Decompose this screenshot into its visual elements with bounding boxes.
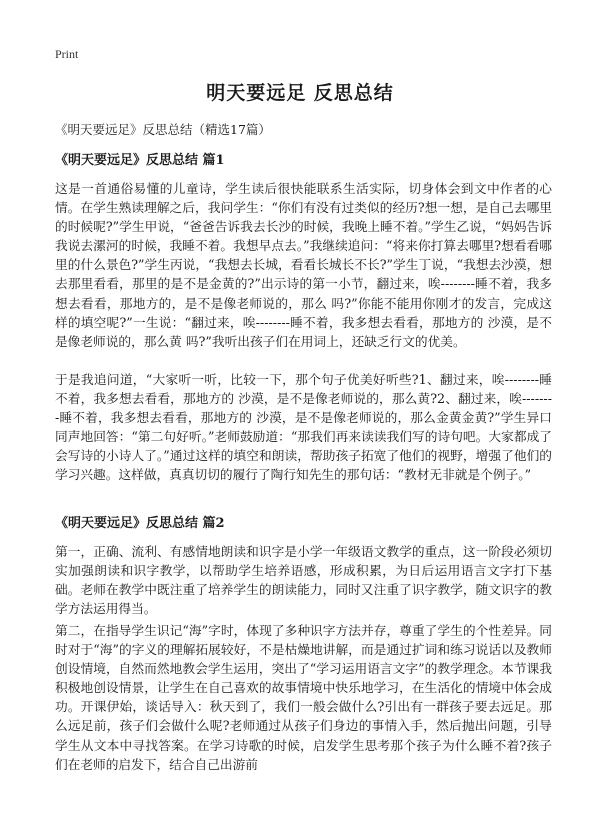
print-link[interactable]: Print bbox=[55, 47, 79, 61]
document-subtitle: 《明天要远足》反思总结（精选17篇） bbox=[55, 122, 271, 137]
section-1-paragraph-2: 于是我追问道，“大家听一听，比较一下，那个句子优美好听些?1、翻过来，唉--------睡不着，我多想去看看，那地方的 沙漠，是不是像老师说的，那么黄?2、翻过来，唉--------睡不着，我多想去看看，那地方的 沙漠，是不是像老师说的，那么金黄金黄?”学生异口同声地回答：“第二句好听。”老师鼓励道：“那我们再来读读我们写的诗句吧。大家都成了会写诗的小诗人了。”通过这样的填空和朗读，帮助孩子拓宽了他们的视野，增强了他们的学习兴趣。这样做，真真切切的履行了陶行知先生的那句话：“教材无非就是个例子。” bbox=[55, 372, 552, 483]
section-heading-2: 《明天要远足》反思总结 篇2 bbox=[55, 516, 225, 531]
page-title: 明天要远足 反思总结 bbox=[206, 82, 394, 104]
section-1-paragraph-1: 这是一首通俗易懂的儿童诗，学生读后很快能联系生活实际，切身体会到文中作者的心情。在学生熟读理解之后，我问学生：“你们有没有过类似的经历?想一想，是自己去哪里的时候呢?”学生甲说，“爸爸告诉我去长沙的时候，我晚上睡不着。”学生乙说，“妈妈告诉我说去漯河的时候，我睡不着。我想早点去。”我继续追问：“将来你打算去哪里?想看看哪里的什么景色?”学生丙说，“我想去长城，看看长城长不长?”学生丁说，“我想去沙漠，想去那里看看，那里的是不是金黄的?”出示诗的第一小节，翻过来，唉--------睡不着，我多想去看看，那地方的，是不是像老师说的，那么 吗?”你能不能用你刚才的发言，完成这样的填空呢?”一生说：“翻过来，唉--------睡不着，我多想去看看，那地方的 沙漠，是不是像老师说的，那么黄 吗?”我听出孩子们在用词上，还缺乏行文的优美。 bbox=[55, 181, 552, 349]
section-2-paragraph-2: 第二，在指导学生识记“海”字时，体现了多种识字方法并存，尊重了学生的个性差异。同时对于“海”的字义的理解拓展较好，不是枯燥地讲解，而是通过扩词和练习说话以及教师创设情境，自然而然地教会学生运用，突出了“学习运用语言文字”的教学理念。本节课我积极地创设情景，让学生在自己喜欢的故事情境中快乐地学习，在生活化的情境中体会成功。开课伊始，谈话导入：秋天到了，我们一般会做什么?引出有一群孩子要去远足。那么远足前，孩子们会做什么呢?老师通过从孩子们身边的事情入手，然后抛出问题，引导学生从文本中寻找答案。在学习诗歌的时候，启发学生思考那个孩子为什么睡不着?孩子们在老师的启发下，结合自己出游前 bbox=[55, 623, 552, 772]
section-heading-1: 《明天要远足》反思总结 篇1 bbox=[55, 153, 225, 168]
section-2-paragraph-1: 第一，正确、流利、有感情地朗读和识字是小学一年级语文教学的重点，这一阶段必须切实加强朗读和识字教学，以帮助学生培养语感，形成积累，为日后运用语言文字打下基础。老师在教学中既注重了培养学生的朗读能力，同时又注重了识字教学，随文识字的教学方法运用得当。 bbox=[55, 544, 552, 617]
